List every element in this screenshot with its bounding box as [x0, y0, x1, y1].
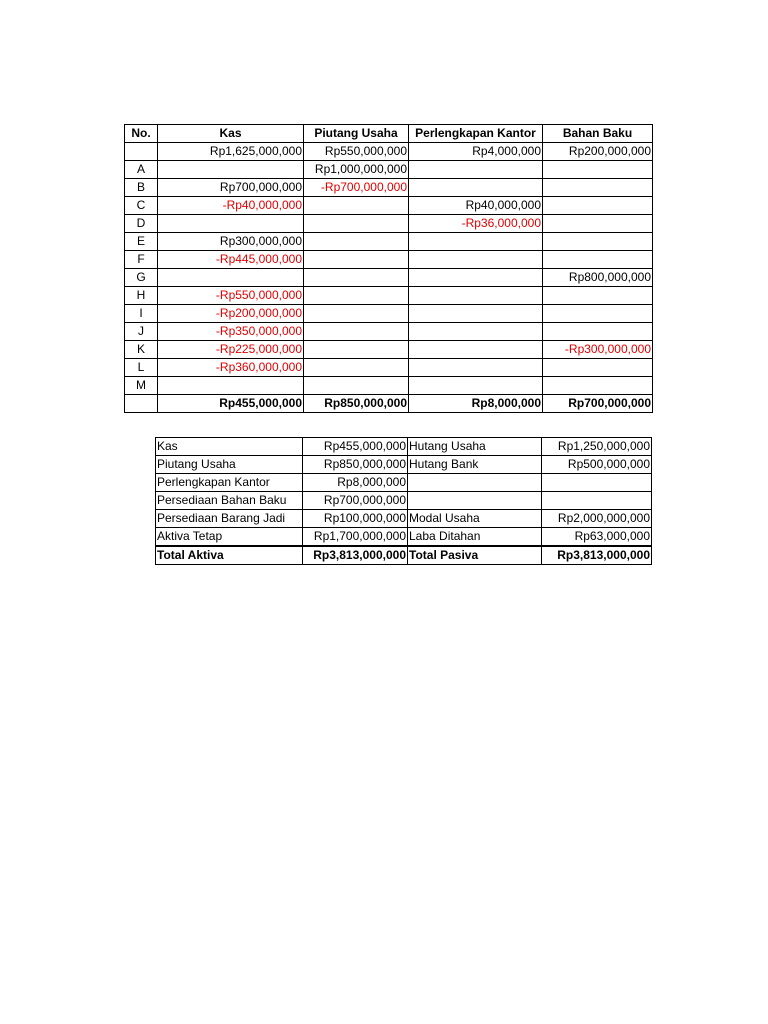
ledger-cell-no: J — [125, 323, 158, 341]
header-no: No. — [125, 125, 158, 143]
ledger-cell-bahan-baku: Rp800,000,000 — [543, 269, 653, 287]
ledger-cell-perlengkapan-kantor — [409, 305, 543, 323]
ledger-row — [125, 161, 653, 179]
ledger-cell-no: A — [125, 161, 158, 179]
ledger-cell-no — [125, 143, 158, 161]
ledger-cell-no: E — [125, 233, 158, 251]
balance-liability-label: Hutang Usaha — [408, 438, 542, 456]
ledger-row — [125, 215, 653, 233]
ledger-cell-kas: -Rp40,000,000 — [158, 197, 304, 215]
ledger-cell-bahan-baku — [543, 287, 653, 305]
ledger-cell-perlengkapan-kantor — [409, 341, 543, 359]
ledger-cell-piutang-usaha — [304, 233, 409, 251]
balance-asset-amount: Rp1,700,000,000 — [303, 528, 408, 547]
balance-total-asset-amount: Rp3,813,000,000 — [303, 546, 408, 565]
ledger-cell-bahan-baku — [543, 251, 653, 269]
ledger-cell-kas: Rp300,000,000 — [158, 233, 304, 251]
ledger-row — [125, 305, 653, 323]
ledger-cell-piutang-usaha: Rp550,000,000 — [304, 143, 409, 161]
balance-liability-label: Laba Ditahan — [408, 528, 542, 547]
ledger-cell-bahan-baku: Rp200,000,000 — [543, 143, 653, 161]
header-bahan-baku: Bahan Baku — [543, 125, 653, 143]
ledger-cell-kas — [158, 215, 304, 233]
balance-row — [156, 438, 652, 456]
balance-asset-label: Piutang Usaha — [156, 456, 303, 474]
ledger-cell-no: K — [125, 341, 158, 359]
ledger-cell-no: C — [125, 197, 158, 215]
ledger-cell-perlengkapan-kantor — [409, 179, 543, 197]
balance-liability-amount: Rp2,000,000,000 — [542, 510, 652, 528]
balance-liability-label: Modal Usaha — [408, 510, 542, 528]
ledger-cell-no: I — [125, 305, 158, 323]
ledger-cell-perlengkapan-kantor — [409, 251, 543, 269]
ledger-total-row — [125, 395, 653, 413]
ledger-body — [125, 143, 653, 413]
ledger-row — [125, 143, 653, 161]
balance-asset-label: Kas — [156, 438, 303, 456]
ledger-cell-bahan-baku — [543, 323, 653, 341]
balance-liability-amount: Rp500,000,000 — [542, 456, 652, 474]
ledger-cell-perlengkapan-kantor — [409, 287, 543, 305]
ledger-cell-kas — [158, 161, 304, 179]
ledger-cell-perlengkapan-kantor: -Rp36,000,000 — [409, 215, 543, 233]
header-kas: Kas — [158, 125, 304, 143]
ledger-row — [125, 251, 653, 269]
ledger-cell-kas: -Rp360,000,000 — [158, 359, 304, 377]
ledger-cell-bahan-baku — [543, 179, 653, 197]
ledger-cell-piutang-usaha — [304, 359, 409, 377]
balance-row — [156, 474, 652, 492]
ledger-cell-no: F — [125, 251, 158, 269]
ledger-cell-piutang-usaha — [304, 251, 409, 269]
header-piutang-usaha: Piutang Usaha — [304, 125, 409, 143]
balance-body — [156, 438, 652, 565]
ledger-cell-piutang-usaha — [304, 305, 409, 323]
ledger-cell-piutang-usaha — [304, 197, 409, 215]
balance-asset-label: Persediaan Bahan Baku — [156, 492, 303, 510]
ledger-table — [124, 124, 653, 413]
balance-liability-label — [408, 492, 542, 510]
ledger-row — [125, 197, 653, 215]
ledger-total-perlengkapan-kantor: Rp8,000,000 — [409, 395, 543, 413]
balance-liability-amount — [542, 492, 652, 510]
ledger-row — [125, 323, 653, 341]
balance-liability-label — [408, 474, 542, 492]
ledger-row — [125, 287, 653, 305]
ledger-cell-perlengkapan-kantor — [409, 233, 543, 251]
ledger-cell-piutang-usaha — [304, 377, 409, 395]
ledger-total-bahan-baku: Rp700,000,000 — [543, 395, 653, 413]
ledger-row — [125, 233, 653, 251]
ledger-cell-kas: -Rp225,000,000 — [158, 341, 304, 359]
balance-sheet-table — [155, 437, 652, 565]
ledger-cell-kas: -Rp200,000,000 — [158, 305, 304, 323]
ledger-cell-kas: -Rp350,000,000 — [158, 323, 304, 341]
ledger-cell-perlengkapan-kantor — [409, 161, 543, 179]
balance-liability-amount: Rp63,000,000 — [542, 528, 652, 547]
balance-asset-label: Persediaan Barang Jadi — [156, 510, 303, 528]
ledger-cell-bahan-baku — [543, 359, 653, 377]
balance-row — [156, 492, 652, 510]
ledger-cell-piutang-usaha — [304, 215, 409, 233]
ledger-cell-bahan-baku — [543, 233, 653, 251]
header-perlengkapan-kantor: Perlengkapan Kantor — [409, 125, 543, 143]
ledger-cell-piutang-usaha: -Rp700,000,000 — [304, 179, 409, 197]
ledger-cell-piutang-usaha — [304, 269, 409, 287]
ledger-cell-no: D — [125, 215, 158, 233]
balance-total-row — [156, 546, 652, 565]
balance-liability-amount — [542, 474, 652, 492]
ledger-cell-no: B — [125, 179, 158, 197]
ledger-cell-kas: Rp1,625,000,000 — [158, 143, 304, 161]
balance-total-asset-label: Total Aktiva — [156, 546, 303, 565]
balance-asset-label: Aktiva Tetap — [156, 528, 303, 547]
balance-asset-amount: Rp8,000,000 — [303, 474, 408, 492]
ledger-total-no — [125, 395, 158, 413]
balance-asset-amount: Rp700,000,000 — [303, 492, 408, 510]
ledger-cell-perlengkapan-kantor — [409, 359, 543, 377]
ledger-row — [125, 341, 653, 359]
ledger-cell-piutang-usaha — [304, 341, 409, 359]
ledger-cell-perlengkapan-kantor — [409, 269, 543, 287]
ledger-cell-perlengkapan-kantor: Rp40,000,000 — [409, 197, 543, 215]
ledger-cell-piutang-usaha — [304, 287, 409, 305]
ledger-cell-no: G — [125, 269, 158, 287]
ledger-total-piutang-usaha: Rp850,000,000 — [304, 395, 409, 413]
ledger-cell-no: L — [125, 359, 158, 377]
balance-row — [156, 528, 652, 547]
ledger-cell-bahan-baku — [543, 377, 653, 395]
ledger-cell-kas — [158, 377, 304, 395]
ledger-cell-kas: -Rp445,000,000 — [158, 251, 304, 269]
ledger-row — [125, 377, 653, 395]
balance-liability-amount: Rp1,250,000,000 — [542, 438, 652, 456]
ledger-cell-kas — [158, 269, 304, 287]
ledger-row — [125, 269, 653, 287]
balance-total-liability-amount: Rp3,813,000,000 — [542, 546, 652, 565]
balance-liability-label: Hutang Bank — [408, 456, 542, 474]
balance-total-liability-label: Total Pasiva — [408, 546, 542, 565]
ledger-total-kas: Rp455,000,000 — [158, 395, 304, 413]
ledger-cell-piutang-usaha — [304, 323, 409, 341]
ledger-header-row — [125, 125, 653, 143]
ledger-cell-kas: -Rp550,000,000 — [158, 287, 304, 305]
balance-asset-label: Perlengkapan Kantor — [156, 474, 303, 492]
balance-row — [156, 510, 652, 528]
balance-asset-amount: Rp100,000,000 — [303, 510, 408, 528]
ledger-cell-perlengkapan-kantor: Rp4,000,000 — [409, 143, 543, 161]
ledger-row — [125, 359, 653, 377]
ledger-cell-kas: Rp700,000,000 — [158, 179, 304, 197]
ledger-cell-no: M — [125, 377, 158, 395]
ledger-cell-bahan-baku — [543, 161, 653, 179]
ledger-cell-bahan-baku — [543, 197, 653, 215]
ledger-cell-perlengkapan-kantor — [409, 323, 543, 341]
ledger-cell-bahan-baku: -Rp300,000,000 — [543, 341, 653, 359]
ledger-cell-bahan-baku — [543, 215, 653, 233]
ledger-cell-piutang-usaha: Rp1,000,000,000 — [304, 161, 409, 179]
ledger-cell-no: H — [125, 287, 158, 305]
balance-asset-amount: Rp455,000,000 — [303, 438, 408, 456]
ledger-cell-perlengkapan-kantor — [409, 377, 543, 395]
balance-row — [156, 456, 652, 474]
ledger-row — [125, 179, 653, 197]
ledger-cell-bahan-baku — [543, 305, 653, 323]
balance-asset-amount: Rp850,000,000 — [303, 456, 408, 474]
